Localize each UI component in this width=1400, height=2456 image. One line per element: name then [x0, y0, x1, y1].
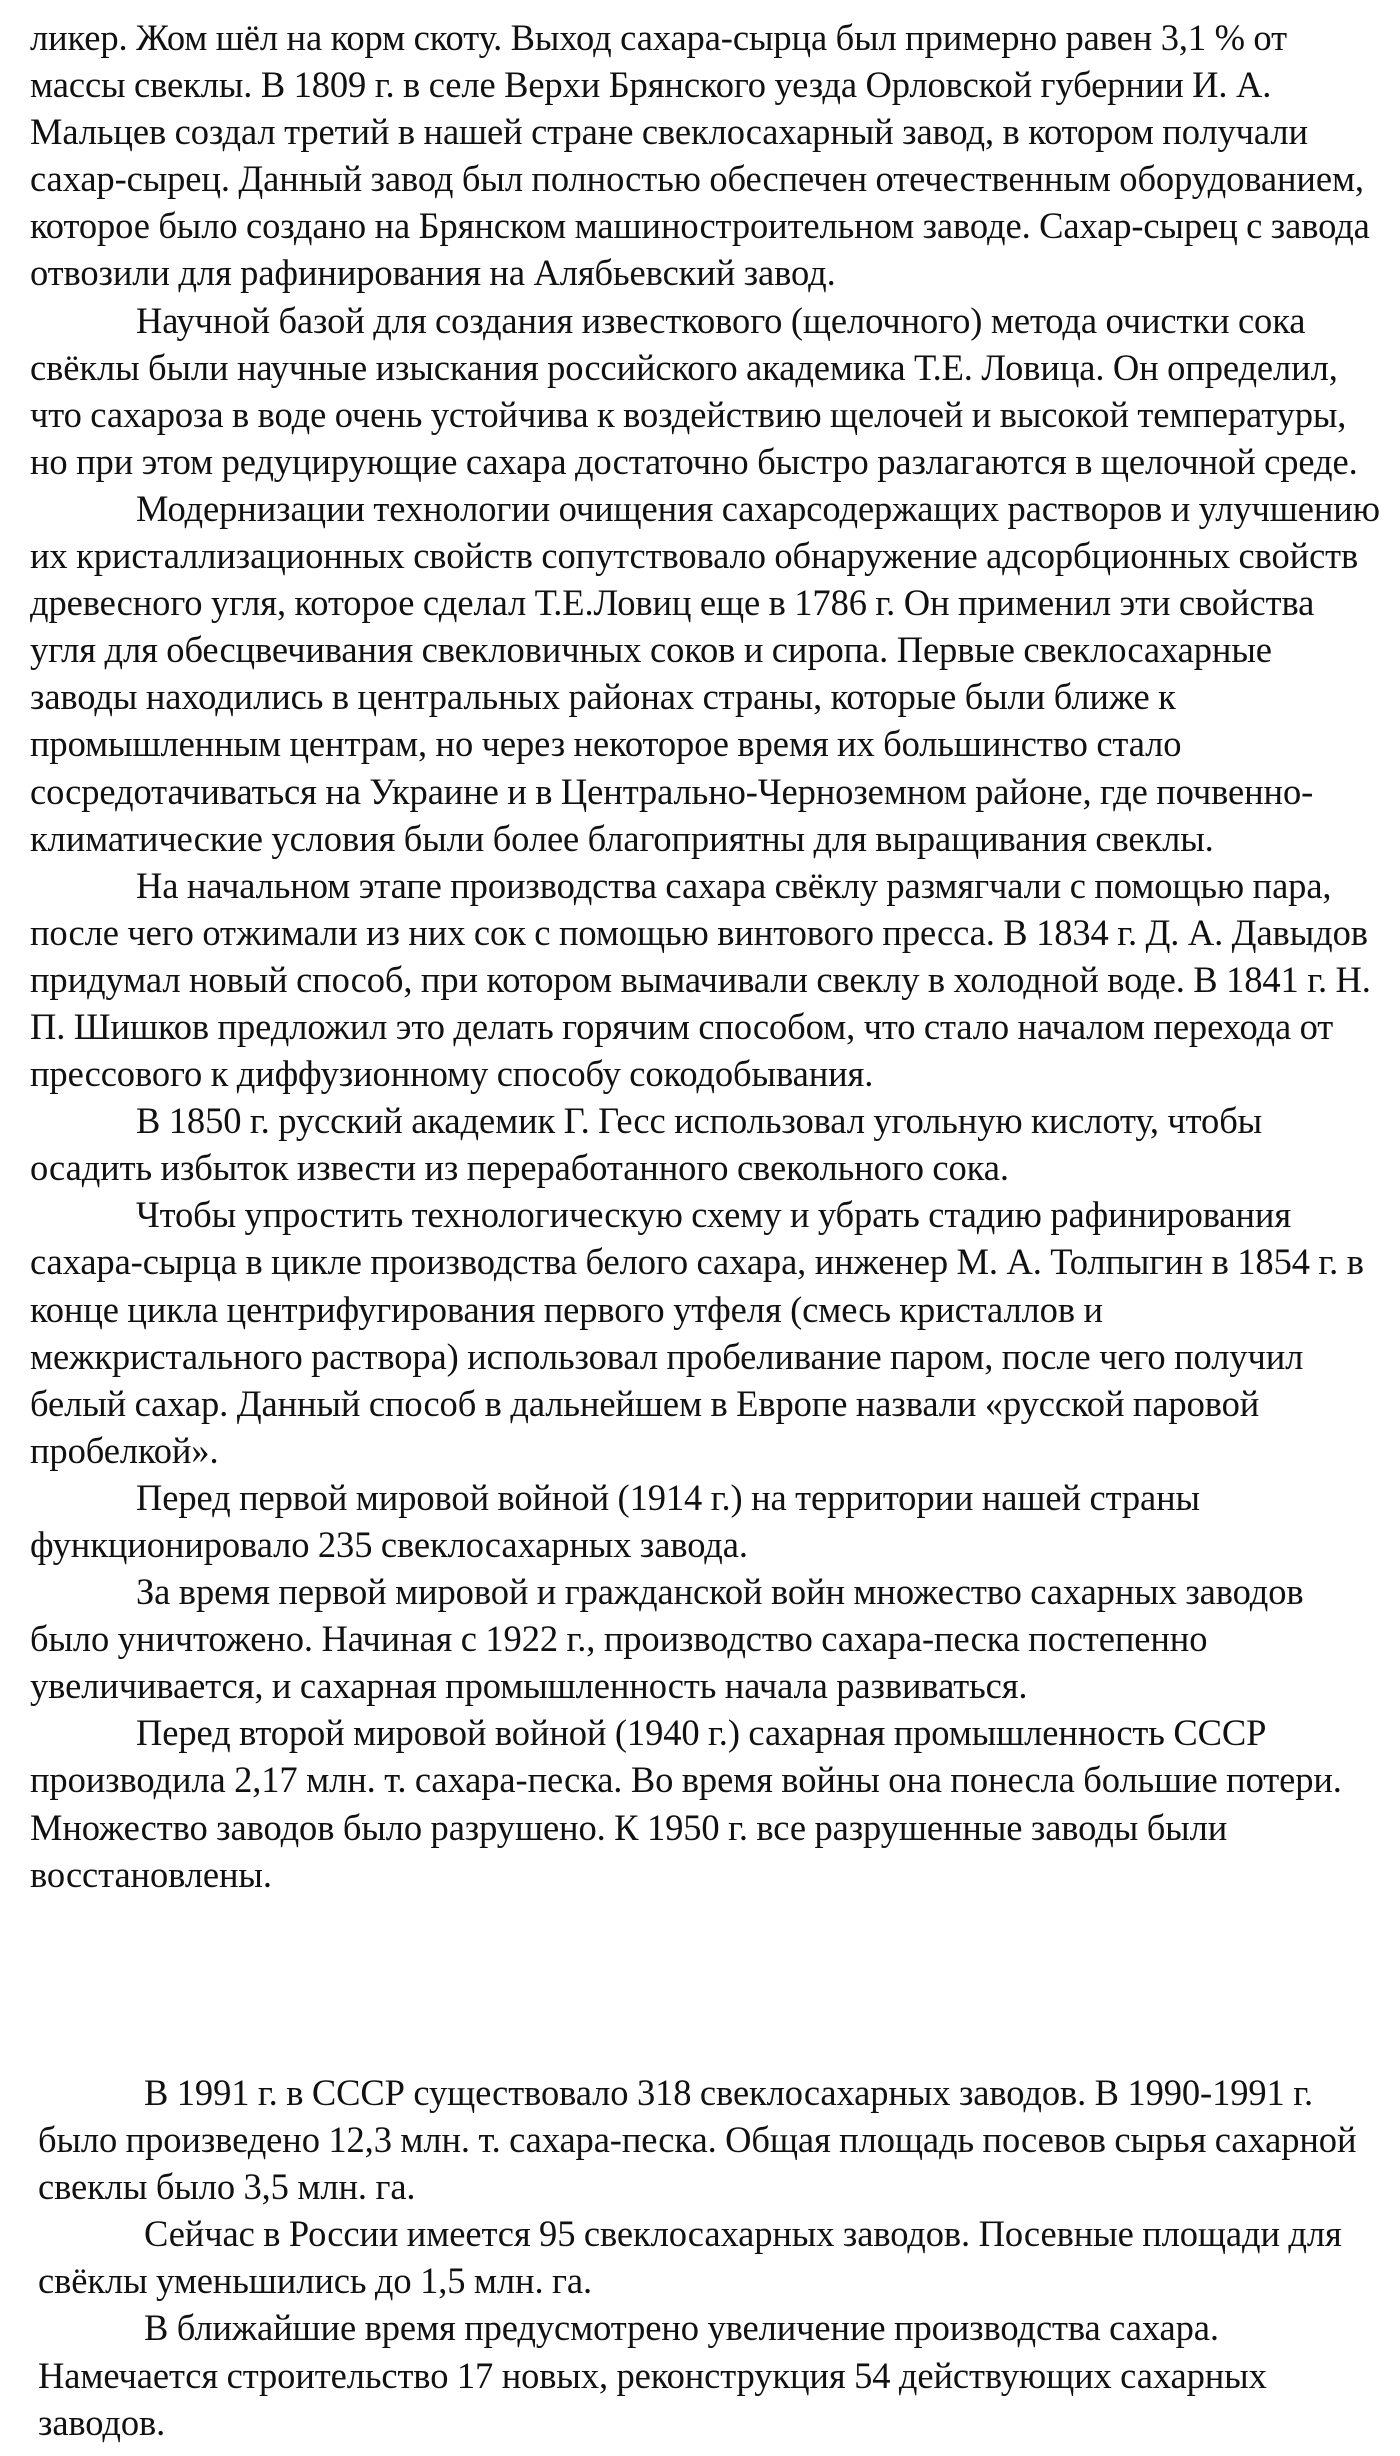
paragraph-lime-purification-method: Научной базой для создания известкового (щелочного) метода очистки сока свёклы были научные изыскания российского академика Т.Е. Ловица. Он определил, что сахароза в воде очень устойчива к воздействию щелочей и высокой температуры, но при этом редуцирующие сахара достаточно быстро разлагаются в щелочной среде.	[30, 299, 1358, 482]
paragraph-pre-ww1-factories: Перед первой мировой войной (1914 г.) на территории нашей страны функционировало 235 свеклосахарных завода.	[30, 1476, 1200, 1565]
tail-text-block	[38, 2069, 1384, 2446]
paragraph-civil-war-recovery: За время первой мировой и гражданской войн множество сахарных заводов было уничтожено. Начиная с 1922 г., производство сахара-песка постепенно увеличивается, и сахарная промышленность начала развиваться.	[30, 1571, 1304, 1707]
paragraph-future-plans: В ближайшие время предусмотрено увеличение производства сахара. Намечается строительство 17 новых, реконструкция 54 действующих сахарных заводов.	[38, 2307, 1267, 2443]
paragraph-juice-extraction-methods: На начальном этапе производства сахара свёклу размягчали с помощью пара, после чего отжимали из них сок с помощью винтового пресса. В 1834 г. Д. А. Давыдов придумал новый способ, при котором вымачивали свеклу в холодной воде. В 1841 г. Н. П. Шишков предложил это делать горячим способом, что стало началом перехода от прессового к диффузионному способу сокодобывания.	[30, 864, 1371, 1095]
paragraph-ussr-1991: В 1991 г. в СССР существовало 318 свеклосахарных заводов. В 1990-1991 г. было произведено 12,3 млн. т. сахара-песка. Общая площадь посевов сырья сахарной свеклы было 3,5 млн. га.	[38, 2072, 1357, 2208]
paragraph-russia-now: Сейчас в России имеется 95 свеклосахарных заводов. Посевные площади для свёклы уменьшились до 1,5 млн. га.	[38, 2213, 1342, 2302]
paragraph-tolpygin-steam-whitening: Чтобы упростить технологическую схему и убрать стадию рафинирования сахара-сырца в цикле производства белого сахара, инженер М. А. Толпыгин в 1854 г. в конце цикла центрифугирования первого утфеля (смесь кристаллов и межкристального раствора) использовал пробеливание паром, после чего получил белый сахар. Данный способ в дальнейшем в Европе назвали «русской паровой пробелкой».	[30, 1194, 1364, 1471]
paragraph-charcoal-adsorption: Модернизации технологии очищения сахарсодержащих растворов и улучшению их кристаллизационных свойств сопутствовало обнаружение адсорбционных свойств древесного угля, которое сделал Т.Е.Ловиц еще в 1786 г. Он применил эти свойства угля для обесцвечивания свекловичных соков и сиропа. Первые свеклосахарные заводы находились в центральных районах страны, которые были ближе к промышленным центрам, но через некоторое время их большинство стало сосредотачиваться на Украине и в Центрально-Черноземном районе, где почвенно-климатические условия были более благоприятны для выращивания свеклы.	[30, 487, 1380, 859]
paragraph-hess-carbonic-acid: В 1850 г. русский академик Г. Гесс использовал угольную кислоту, чтобы осадить избыток извести из переработанного свекольного сока.	[30, 1100, 1263, 1189]
main-text-block	[30, 14, 1384, 1898]
paragraph-sugar-raw-output: ликер. Жом шёл на корм скоту. Выход сахара-сырца был примерно равен 3,1 % от массы свеклы. В 1809 г. в селе Верхи Брянского уезда Орловской губернии И. А. Мальцев создал третий в нашей стране свеклосахарный завод, в котором получали сахар-сырец. Данный завод был полностью обеспечен отечественным оборудованием, которое было создано на Брянском машиностроительном заводе. Сахар-сырец с завода отвозили для рафинирования на Алябьевский завод.	[30, 17, 1370, 294]
paragraph-pre-ww2-production: Перед второй мировой войной (1940 г.) сахарная промышленность СССР производила 2,17 млн. т. сахара-песка. Во время войны она понесла большие потери. Множество заводов было разрушено. К 1950 г. все разрушенные заводы были восстановлены.	[30, 1712, 1342, 1895]
